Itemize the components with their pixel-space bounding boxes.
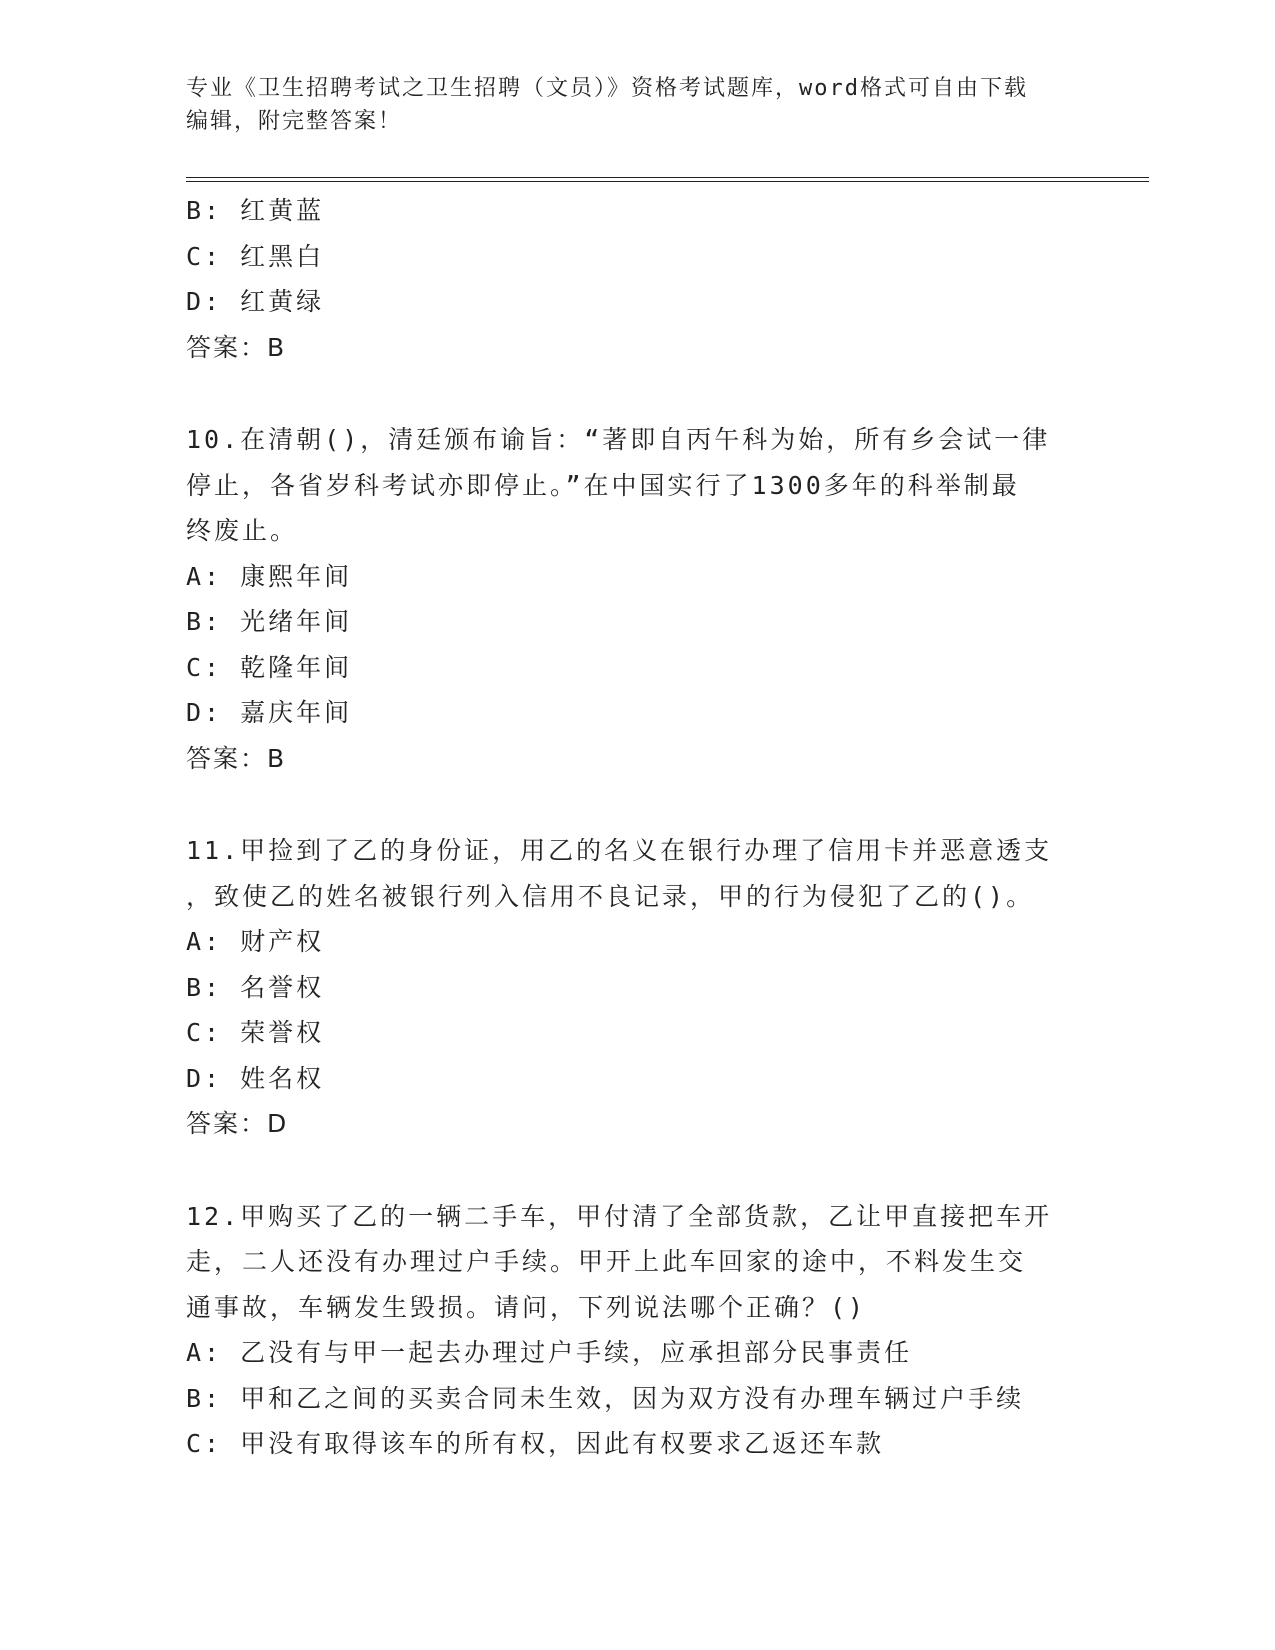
option-d: D: 嘉庆年间: [186, 698, 353, 727]
option-c: C: 甲没有取得该车的所有权，因此有权要求乙返还车款: [186, 1429, 885, 1458]
question-10: [186, 417, 1086, 781]
header-divider: [186, 177, 1149, 182]
option-c: C: 乾隆年间: [186, 652, 353, 682]
question-9-tail: [186, 188, 1086, 370]
question-text-line: 停止，各省岁科考试亦即停止。”在中国实行了1300多年的科举制最: [186, 470, 1020, 500]
header-line-2: 编辑，附完整答案！: [186, 109, 403, 134]
option-a: A: 乙没有与甲一起去办理过户手续，应承担部分民事责任: [186, 1338, 913, 1367]
question-text-line: ，致使乙的姓名被银行列入信用不良记录，甲的行为侵犯了乙的()。: [186, 881, 1035, 911]
question-text-line: 12.甲购买了乙的一辆二手车，甲付清了全部货款，乙让甲直接把车开: [186, 1201, 1053, 1231]
question-text-line: 终废止。: [186, 516, 299, 545]
page-header: [186, 72, 1086, 138]
document-body: [186, 188, 1086, 1467]
answer: 答案：D: [186, 1109, 289, 1138]
option-a: A: 康熙年间: [186, 561, 353, 591]
question-12: [186, 1194, 1086, 1467]
option-b: B: 名誉权: [186, 972, 325, 1002]
question-text-line: 通事故，车辆发生毁损。请问，下列说法哪个正确？(): [186, 1292, 867, 1322]
option-a: A: 财产权: [186, 927, 325, 956]
header-line-1: 专业《卫生招聘考试之卫生招聘（文员）》资格考试题库，word格式可自由下载: [186, 76, 1028, 101]
option-b: B: 甲和乙之间的买卖合同未生效，因为双方没有办理车辆过户手续: [186, 1383, 1025, 1413]
option-b: B: 红黄蓝: [186, 196, 325, 225]
option-c: C: 荣誉权: [186, 1018, 325, 1047]
answer: 答案：B: [186, 332, 287, 362]
option-d: D: 姓名权: [186, 1063, 325, 1093]
answer: 答案：B: [186, 743, 287, 773]
option-d: D: 红黄绿: [186, 287, 325, 316]
option-b: B: 光绪年间: [186, 607, 353, 636]
question-text-line: 10.在清朝()，清廷颁布谕旨：“著即自丙午科为始，所有乡会试一律: [186, 425, 1051, 454]
question-11: [186, 828, 1086, 1147]
question-text-line: 走，二人还没有办理过户手续。甲开上此车回家的途中，不料发生交: [186, 1247, 1027, 1276]
option-c: C: 红黑白: [186, 241, 325, 271]
question-text-line: 11.甲捡到了乙的身份证，用乙的名义在银行办理了信用卡并恶意透支: [186, 836, 1053, 865]
